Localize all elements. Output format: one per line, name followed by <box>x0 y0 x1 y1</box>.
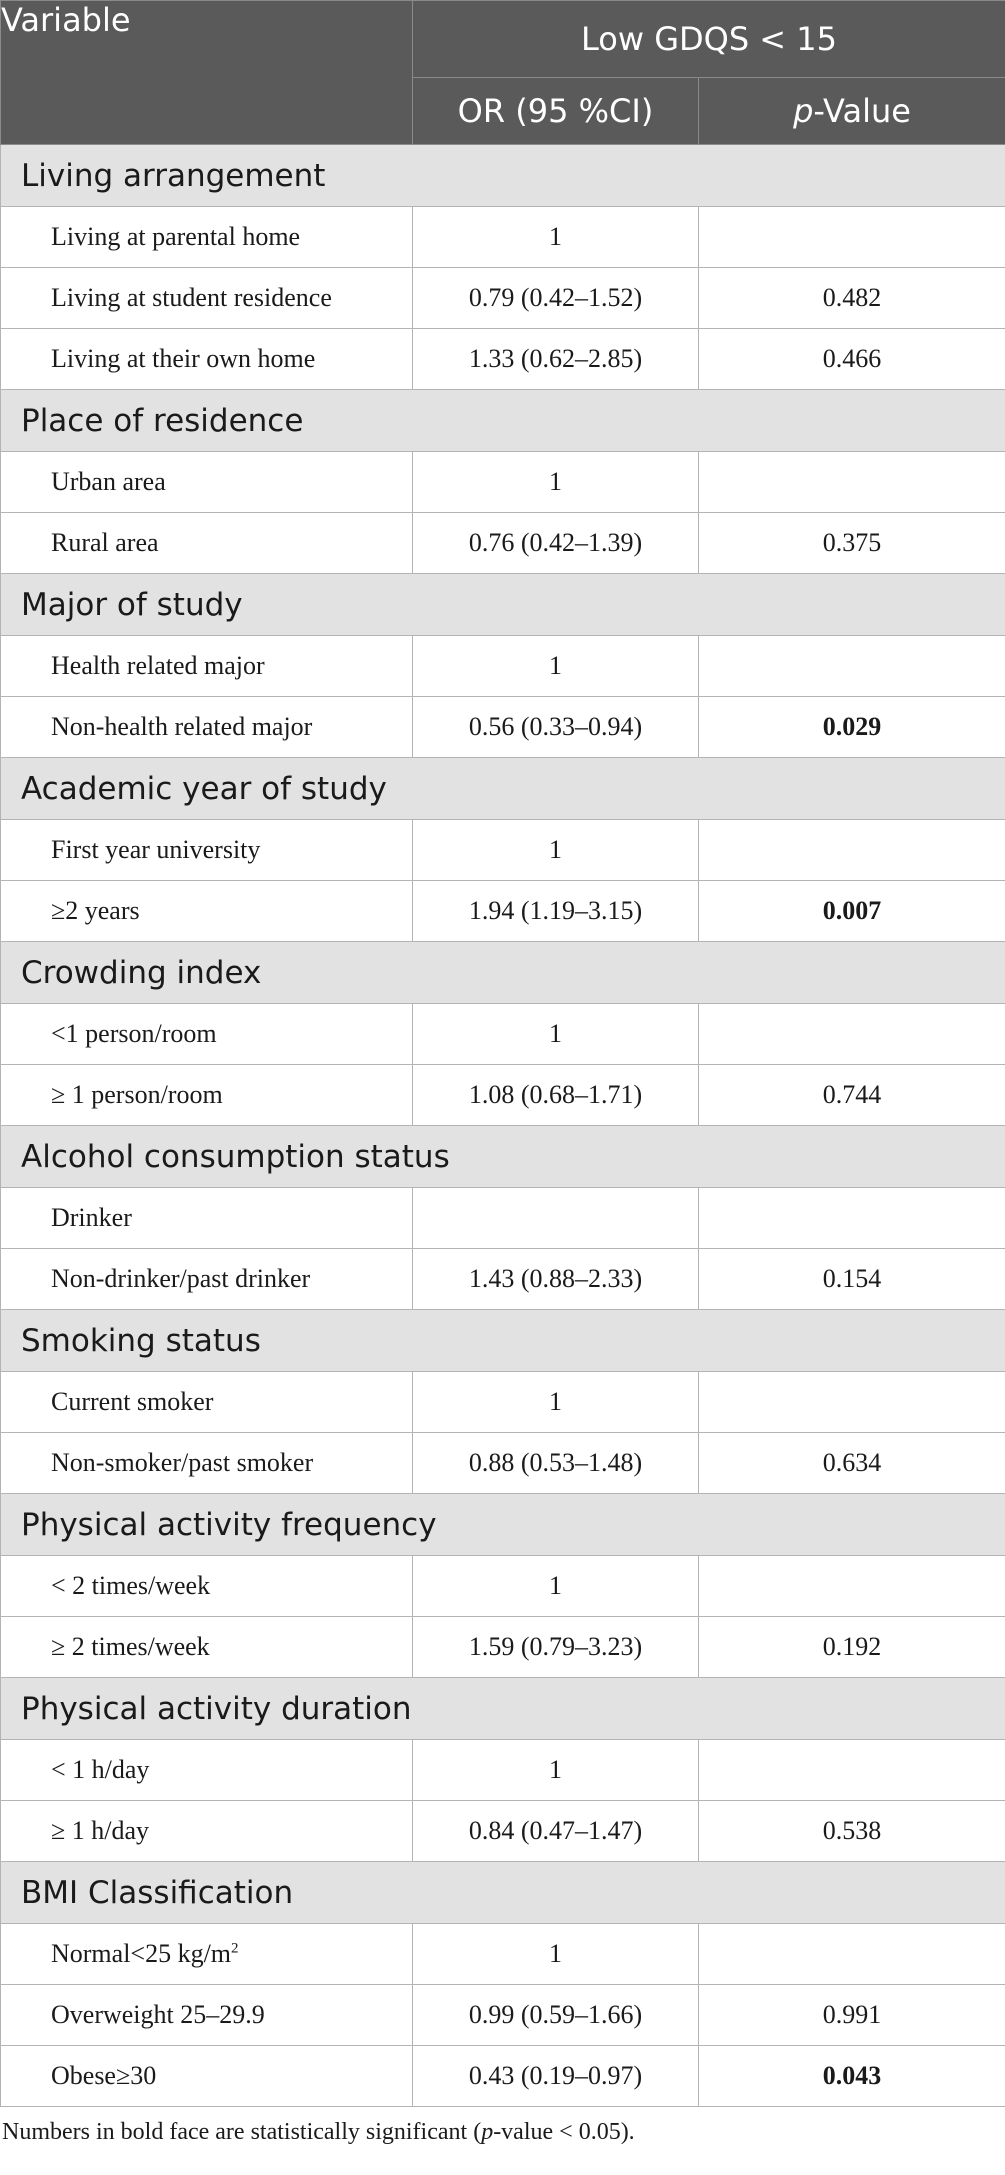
table-row <box>1 1740 1005 1801</box>
row-p-value: 0.154 <box>699 1249 1005 1310</box>
table-row <box>1 1433 1005 1494</box>
row-label-text: Normal<25 kg/m <box>51 1939 232 1968</box>
row-or-ci: 1 <box>413 1004 699 1065</box>
row-or-ci: 1 <box>413 1556 699 1617</box>
row-label <box>1 1617 413 1678</box>
section-title: Alcohol consumption status <box>1 1126 1005 1188</box>
section-row <box>1 574 1005 636</box>
row-or-ci: 1.43 (0.88–2.33) <box>413 1249 699 1310</box>
row-p-value <box>699 452 1005 513</box>
row-label <box>1 207 413 268</box>
row-or-ci: 0.88 (0.53–1.48) <box>413 1433 699 1494</box>
row-p-value: 0.634 <box>699 1433 1005 1494</box>
row-p-value: 0.744 <box>699 1065 1005 1126</box>
row-label <box>1 452 413 513</box>
row-label <box>1 820 413 881</box>
header-low-gdqs: Low GDQS < 15 <box>413 1 1005 78</box>
table-row <box>1 1556 1005 1617</box>
row-or-ci: 1.08 (0.68–1.71) <box>413 1065 699 1126</box>
section-row <box>1 1678 1005 1740</box>
row-or-ci: 1 <box>413 820 699 881</box>
header-p-value <box>699 78 1005 145</box>
table-row <box>1 636 1005 697</box>
row-or-ci: 1 <box>413 636 699 697</box>
row-label-text: Rural area <box>51 528 159 557</box>
table-header <box>1 1 1005 145</box>
row-label <box>1 881 413 942</box>
row-or-ci: 1 <box>413 1924 699 1985</box>
section-title: Place of residence <box>1 390 1005 452</box>
row-or-ci: 0.84 (0.47–1.47) <box>413 1801 699 1862</box>
row-label-text: Living at parental home <box>51 222 301 251</box>
row-or-ci: 1 <box>413 1740 699 1801</box>
table-row <box>1 452 1005 513</box>
row-p-value <box>699 636 1005 697</box>
section-row <box>1 1126 1005 1188</box>
header-p-rest: -Value <box>813 92 911 130</box>
table-body <box>1 145 1005 2107</box>
section-row <box>1 1862 1005 1924</box>
section-title: Crowding index <box>1 942 1005 1004</box>
section-row <box>1 1494 1005 1556</box>
row-label <box>1 1433 413 1494</box>
header-p-italic: p <box>793 92 814 130</box>
section-title: Academic year of study <box>1 758 1005 820</box>
table-row <box>1 329 1005 390</box>
row-or-ci: 0.56 (0.33–0.94) <box>413 697 699 758</box>
row-p-value <box>699 1372 1005 1433</box>
row-label-superscript: 2 <box>231 1940 239 1957</box>
row-p-value <box>699 207 1005 268</box>
row-label <box>1 1372 413 1433</box>
row-or-ci: 1 <box>413 452 699 513</box>
table-row <box>1 1372 1005 1433</box>
section-title: Smoking status <box>1 1310 1005 1372</box>
row-p-value: 0.029 <box>699 697 1005 758</box>
row-label <box>1 636 413 697</box>
row-or-ci: 0.99 (0.59–1.66) <box>413 1985 699 2046</box>
row-label-text: Obese≥30 <box>51 2061 157 2090</box>
row-label-text: Living at their own home <box>51 344 316 373</box>
table-row <box>1 820 1005 881</box>
row-p-value: 0.007 <box>699 881 1005 942</box>
row-label-text: Non-drinker/past drinker <box>51 1264 311 1293</box>
table-row <box>1 1924 1005 1985</box>
section-row <box>1 1310 1005 1372</box>
row-p-value <box>699 1924 1005 1985</box>
row-or-ci <box>413 1188 699 1249</box>
row-p-value: 0.991 <box>699 1985 1005 2046</box>
row-p-value: 0.538 <box>699 1801 1005 1862</box>
row-p-value <box>699 1004 1005 1065</box>
row-p-value: 0.466 <box>699 329 1005 390</box>
section-title: Physical activity frequency <box>1 1494 1005 1556</box>
row-label-text: Living at student residence <box>51 283 332 312</box>
row-label <box>1 2046 413 2107</box>
table-row <box>1 1249 1005 1310</box>
row-or-ci: 1 <box>413 207 699 268</box>
row-label-text: Drinker <box>51 1203 132 1232</box>
row-p-value: 0.192 <box>699 1617 1005 1678</box>
section-row <box>1 145 1005 207</box>
table-row <box>1 1801 1005 1862</box>
header-or-ci: OR (95 %CI) <box>413 78 699 145</box>
section-title: Living arrangement <box>1 145 1005 207</box>
section-title: BMI Classification <box>1 1862 1005 1924</box>
section-row <box>1 390 1005 452</box>
row-label-text: Health related major <box>51 651 265 680</box>
row-or-ci: 1.94 (1.19–3.15) <box>413 881 699 942</box>
row-label <box>1 329 413 390</box>
row-label <box>1 1004 413 1065</box>
row-label <box>1 1801 413 1862</box>
row-label <box>1 1065 413 1126</box>
row-p-value <box>699 1556 1005 1617</box>
row-label <box>1 1740 413 1801</box>
section-title: Major of study <box>1 574 1005 636</box>
row-or-ci: 1.59 (0.79–3.23) <box>413 1617 699 1678</box>
row-label-text: < 1 h/day <box>51 1755 150 1784</box>
row-label <box>1 268 413 329</box>
table-row <box>1 207 1005 268</box>
table-row <box>1 1617 1005 1678</box>
row-p-value: 0.043 <box>699 2046 1005 2107</box>
table-row <box>1 1004 1005 1065</box>
row-label-text: ≥ 1 h/day <box>51 1816 150 1845</box>
table-row <box>1 1065 1005 1126</box>
row-or-ci: 0.79 (0.42–1.52) <box>413 268 699 329</box>
row-label-text: Urban area <box>51 467 166 496</box>
row-label-text: Overweight 25–29.9 <box>51 2000 265 2029</box>
row-label <box>1 513 413 574</box>
row-label-text: ≥2 years <box>51 896 140 925</box>
header-variable: Variable <box>1 1 413 145</box>
row-label <box>1 1249 413 1310</box>
row-label-text: First year university <box>51 835 261 864</box>
table-row <box>1 881 1005 942</box>
row-label-text: < 2 times/week <box>51 1571 211 1600</box>
row-p-value: 0.482 <box>699 268 1005 329</box>
table-row <box>1 513 1005 574</box>
row-label <box>1 1188 413 1249</box>
row-p-value <box>699 1740 1005 1801</box>
section-title: Physical activity duration <box>1 1678 1005 1740</box>
row-label-text: Current smoker <box>51 1387 214 1416</box>
row-label <box>1 697 413 758</box>
table-row <box>1 2046 1005 2107</box>
row-label <box>1 1556 413 1617</box>
row-or-ci: 1.33 (0.62–2.85) <box>413 329 699 390</box>
table-row <box>1 268 1005 329</box>
footnote <box>0 2119 1005 2146</box>
row-label-text: Non-health related major <box>51 712 313 741</box>
table-row <box>1 1188 1005 1249</box>
section-row <box>1 758 1005 820</box>
footnote-post: -value < 0.05). <box>493 2119 635 2145</box>
footnote-pre: Numbers in bold face are statistically significant ( <box>2 2119 482 2145</box>
row-label-text: ≥ 2 times/week <box>51 1632 210 1661</box>
row-label <box>1 1924 413 1985</box>
row-or-ci: 0.76 (0.42–1.39) <box>413 513 699 574</box>
row-label-text: <1 person/room <box>51 1019 217 1048</box>
section-row <box>1 942 1005 1004</box>
row-or-ci: 1 <box>413 1372 699 1433</box>
row-p-value <box>699 1188 1005 1249</box>
table-row <box>1 697 1005 758</box>
row-label-text: Non-smoker/past smoker <box>51 1448 314 1477</box>
row-p-value: 0.375 <box>699 513 1005 574</box>
row-label-text: ≥ 1 person/room <box>51 1080 223 1109</box>
row-p-value <box>699 820 1005 881</box>
footnote-p-italic: p <box>481 2119 494 2145</box>
row-label <box>1 1985 413 2046</box>
row-or-ci: 0.43 (0.19–0.97) <box>413 2046 699 2107</box>
table-row <box>1 1985 1005 2046</box>
